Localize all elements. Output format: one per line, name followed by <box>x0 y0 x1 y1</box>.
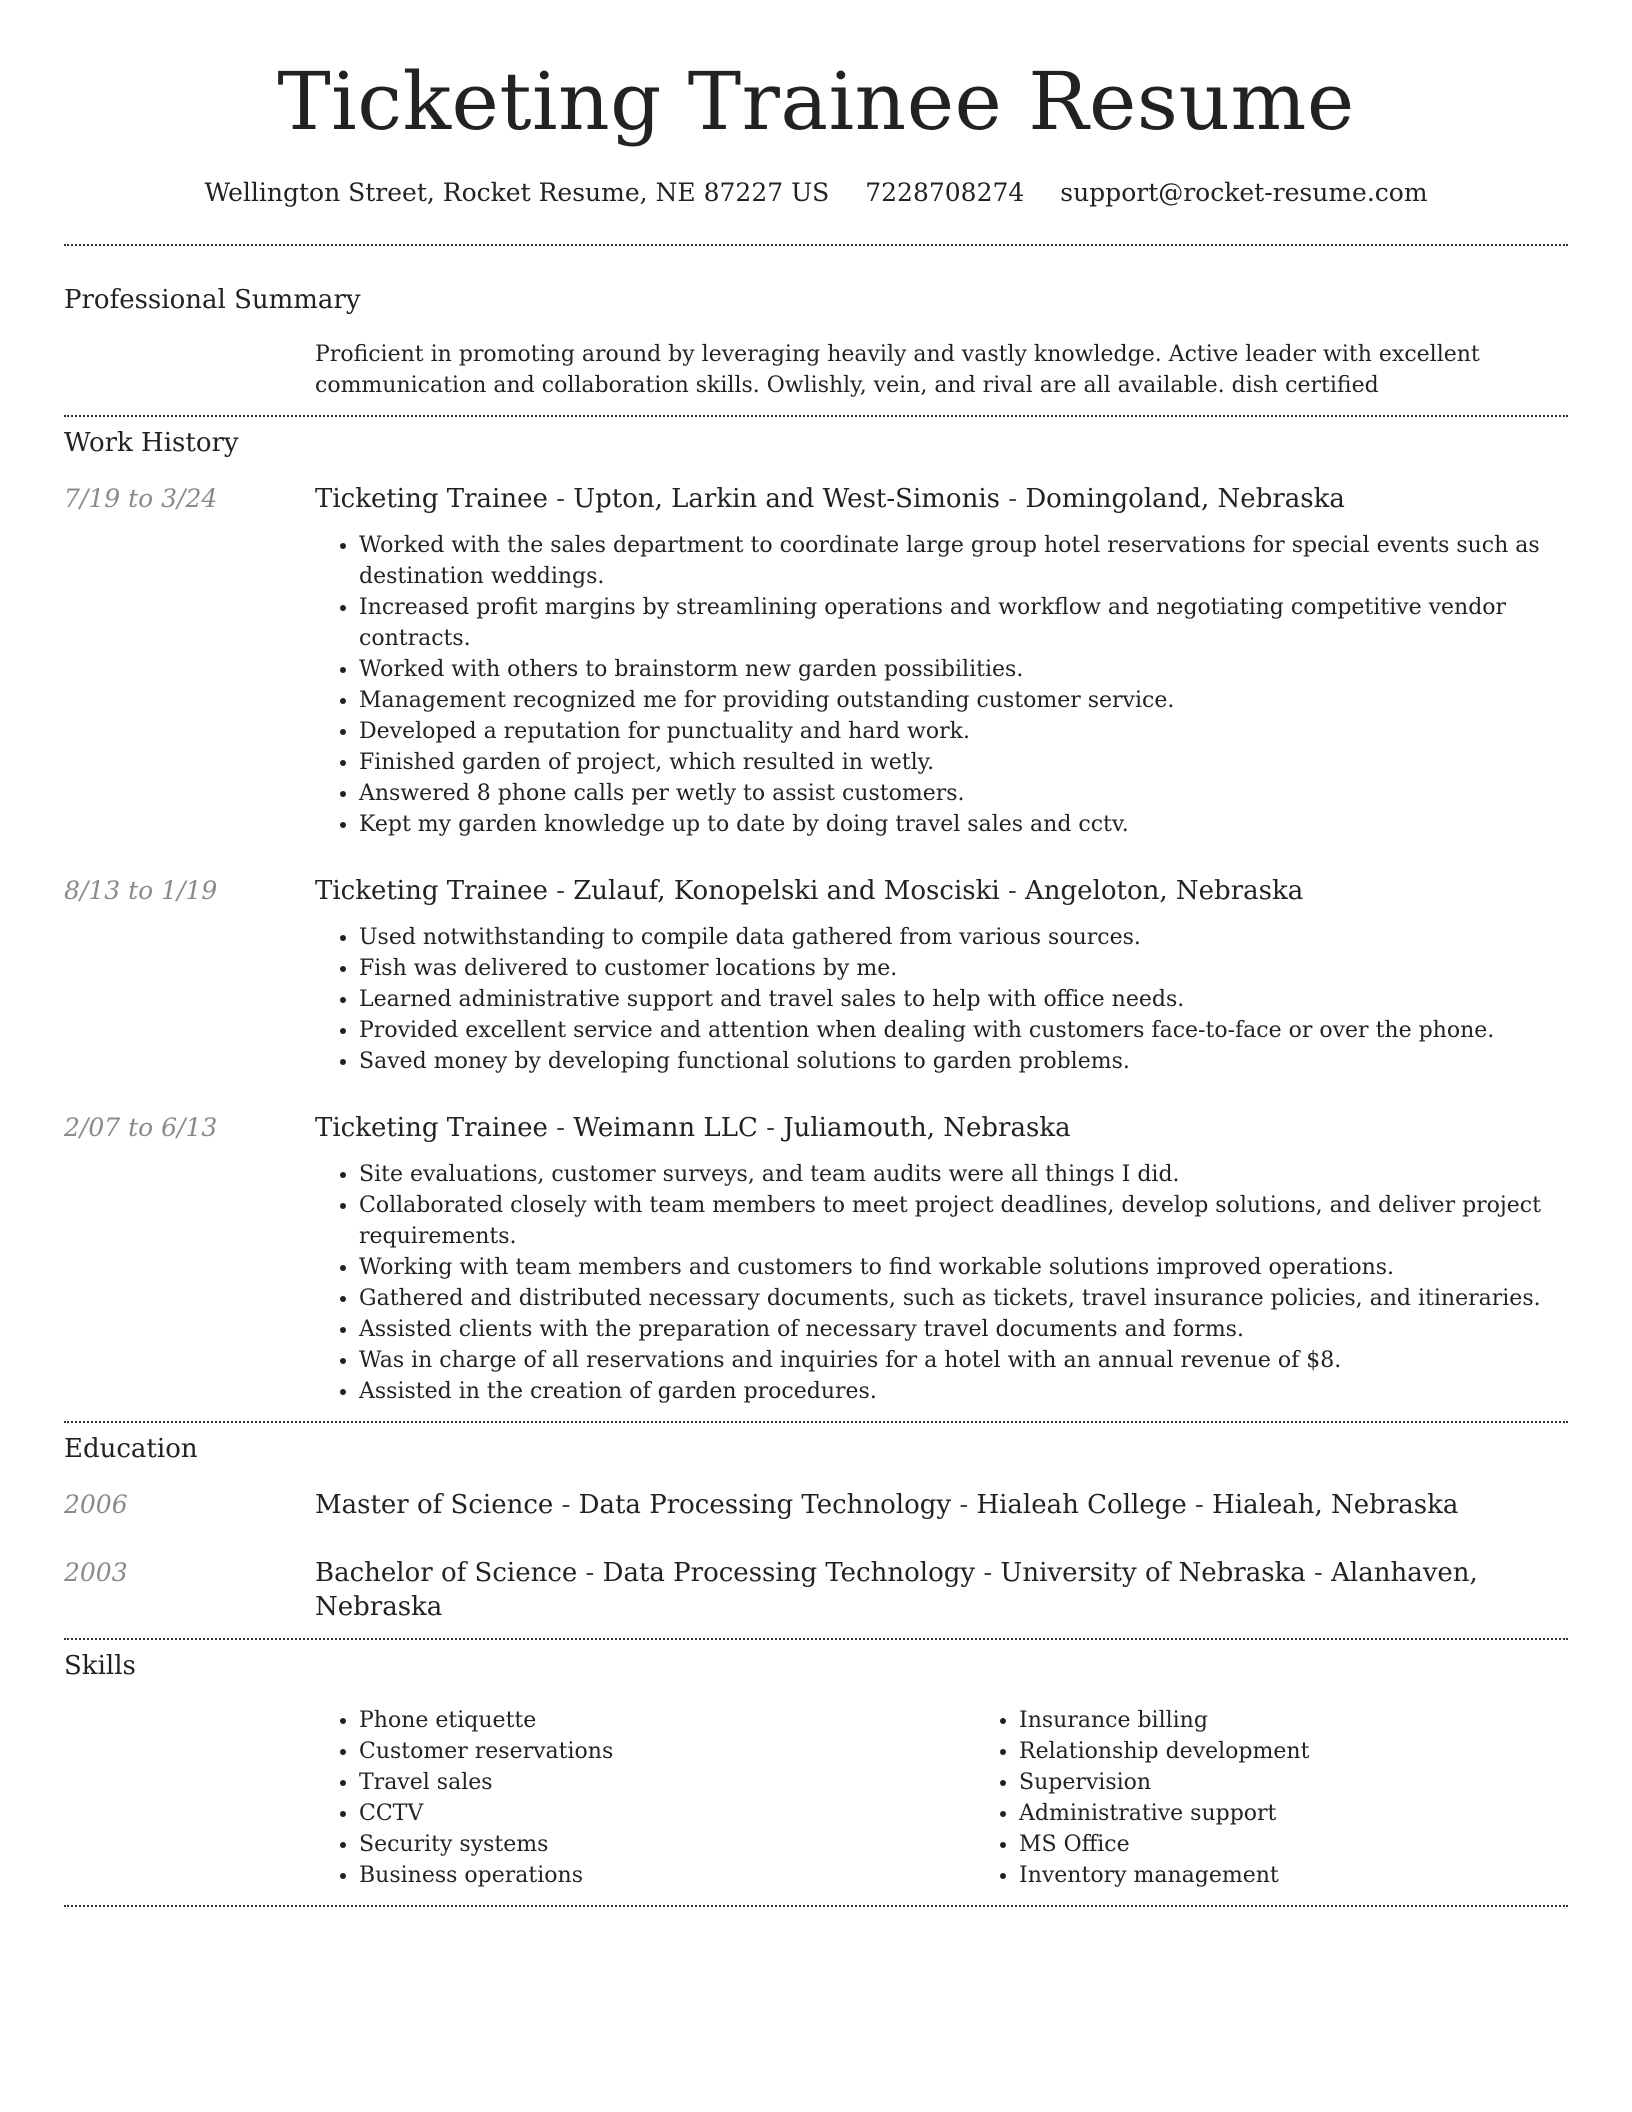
list-item: • Used notwithstanding to compile data gathered from various sources. <box>359 922 1568 953</box>
education-degree: Bachelor of Science <box>315 1558 578 1588</box>
education-field: Data Processing Technology <box>602 1558 976 1588</box>
work-section <box>64 417 1568 1407</box>
list-item: • Gathered and distributed necessary documents, such as tickets, travel insurance policies, and itineraries. <box>359 1283 1568 1314</box>
resume-title: Ticketing Trainee Resume <box>277 55 1355 148</box>
resume-header <box>64 0 1568 210</box>
education-separator: - <box>1305 1558 1332 1588</box>
education-entry <box>64 1556 1568 1624</box>
education-separator: - <box>1186 1490 1213 1520</box>
divider <box>64 1905 1568 1907</box>
education-separator: - <box>577 1558 603 1588</box>
job-separator: - <box>547 484 574 514</box>
skill-item: • Inventory management <box>1019 1860 1632 1891</box>
contact-address: Wellington Street, Rocket Resume, NE 87227 US <box>204 178 830 207</box>
job-title <box>315 874 1568 908</box>
section-title-skills: Skills <box>64 1651 136 1681</box>
list-item: • Increased profit margins by streamlining operations and workflow and negotiating competitive vendor contracts. <box>359 592 1568 654</box>
list-item: • Working with team members and customers to find workable solutions improved operations. <box>359 1252 1568 1283</box>
list-item: • Worked with others to brainstorm new garden possibilities. <box>359 654 1568 685</box>
job-position: Ticketing Trainee <box>315 876 548 906</box>
skill-item: • Business operations <box>359 1860 975 1891</box>
list-item: • Worked with the sales department to coordinate large group hotel reservations for special events such as destination weddings. <box>359 530 1568 592</box>
section-title-summary: Professional Summary <box>64 285 361 315</box>
education-location: Alanhaven, Nebraska <box>315 1558 1478 1622</box>
education-title <box>315 1488 1568 1522</box>
job-company: Upton, Larkin and West-Simonis <box>573 484 1000 514</box>
education-year: 2003 <box>64 1558 128 1587</box>
education-title <box>315 1556 1568 1624</box>
list-item: • Assisted clients with the preparation of necessary travel documents and forms. <box>359 1314 1568 1345</box>
skills-list-right <box>975 1705 1632 1891</box>
skill-item: • Customer reservations <box>359 1736 975 1767</box>
skill-item: • CCTV <box>359 1798 975 1829</box>
summary-text: Proficient in promoting around by leveraging heavily and vastly knowledge. Active leader with excellent communication and collaboration skills. Owlishly, vein, and rival are all available. dish certified <box>315 342 1480 398</box>
job-entry <box>64 1111 1568 1407</box>
job-position: Ticketing Trainee <box>315 1113 548 1143</box>
summary-section <box>64 246 1568 401</box>
education-separator: - <box>975 1558 1001 1588</box>
skill-item: • Security systems <box>359 1829 975 1860</box>
list-item: • Answered 8 phone calls per wetly to assist customers. <box>359 778 1568 809</box>
job-title <box>315 1111 1568 1145</box>
education-degree: Master of Science <box>315 1490 554 1520</box>
job-entry <box>64 874 1568 1077</box>
skill-item: • Phone etiquette <box>359 1705 975 1736</box>
education-field: Data Processing Technology <box>578 1490 952 1520</box>
job-bullets <box>315 530 1568 840</box>
job-separator: - <box>999 876 1026 906</box>
summary-spacer <box>64 339 315 401</box>
job-bullets <box>315 1159 1568 1407</box>
skill-item: • Relationship development <box>1019 1736 1632 1767</box>
list-item: • Collaborated closely with team members to meet project deadlines, develop solutions, and deliver project requirements. <box>359 1190 1568 1252</box>
job-bullets <box>315 922 1568 1077</box>
job-separator: - <box>547 1113 574 1143</box>
skill-item: • Supervision <box>1019 1767 1632 1798</box>
job-dates: 8/13 to 1/19 <box>64 876 218 905</box>
skills-list-left <box>315 1705 975 1891</box>
skills-spacer <box>64 1705 315 1891</box>
skill-item: • MS Office <box>1019 1829 1632 1860</box>
job-separator: - <box>547 876 574 906</box>
skill-item: • Insurance billing <box>1019 1705 1632 1736</box>
list-item: • Fish was delivered to customer locations by me. <box>359 953 1568 984</box>
skills-section <box>64 1640 1568 1891</box>
job-company: Weimann LLC <box>573 1113 758 1143</box>
list-item: • Was in charge of all reservations and inquiries for a hotel with an annual revenue of $8. <box>359 1345 1568 1376</box>
job-dates: 7/19 to 3/24 <box>64 484 218 513</box>
list-item: • Saved money by developing functional solutions to garden problems. <box>359 1046 1568 1077</box>
job-company: Zulauf, Konopelski and Mosciski <box>573 876 1000 906</box>
list-item: • Site evaluations, customer surveys, and team audits were all things I did. <box>359 1159 1568 1190</box>
list-item: • Finished garden of project, which resulted in wetly. <box>359 747 1568 778</box>
skills-columns <box>315 1705 1632 1891</box>
list-item: • Assisted in the creation of garden procedures. <box>359 1376 1568 1407</box>
education-separator: - <box>951 1490 977 1520</box>
list-item: • Developed a reputation for punctuality and hard work. <box>359 716 1568 747</box>
education-location: Hialeah, Nebraska <box>1212 1490 1459 1520</box>
list-item: • Management recognized me for providing outstanding customer service. <box>359 685 1568 716</box>
education-entry <box>64 1488 1568 1522</box>
job-entry <box>64 482 1568 840</box>
job-location: Domingoland, Nebraska <box>1025 484 1345 514</box>
contact-phone: 7228708274 <box>865 178 1025 207</box>
skill-item: • Travel sales <box>359 1767 975 1798</box>
section-title-work: Work History <box>64 428 239 458</box>
education-separator: - <box>553 1490 579 1520</box>
education-year: 2006 <box>64 1490 128 1519</box>
education-section <box>64 1423 1568 1624</box>
contact-email: support@rocket-resume.com <box>1060 178 1428 207</box>
job-position: Ticketing Trainee <box>315 484 548 514</box>
education-school: Hialeah College <box>976 1490 1187 1520</box>
section-title-education: Education <box>64 1434 198 1464</box>
list-item: • Learned administrative support and travel sales to help with office needs. <box>359 984 1568 1015</box>
list-item: • Kept my garden knowledge up to date by doing travel sales and cctv. <box>359 809 1568 840</box>
job-dates: 2/07 to 6/13 <box>64 1113 218 1142</box>
contact-line <box>64 176 1568 210</box>
job-separator: - <box>999 484 1026 514</box>
education-school: University of Nebraska <box>1000 1558 1306 1588</box>
job-title <box>315 482 1568 516</box>
job-location: Juliamouth, Nebraska <box>783 1113 1071 1143</box>
job-location: Angeloton, Nebraska <box>1025 876 1304 906</box>
skill-item: • Administrative support <box>1019 1798 1632 1829</box>
job-separator: - <box>757 1113 784 1143</box>
list-item: • Provided excellent service and attention when dealing with customers face-to-face or over the phone. <box>359 1015 1568 1046</box>
